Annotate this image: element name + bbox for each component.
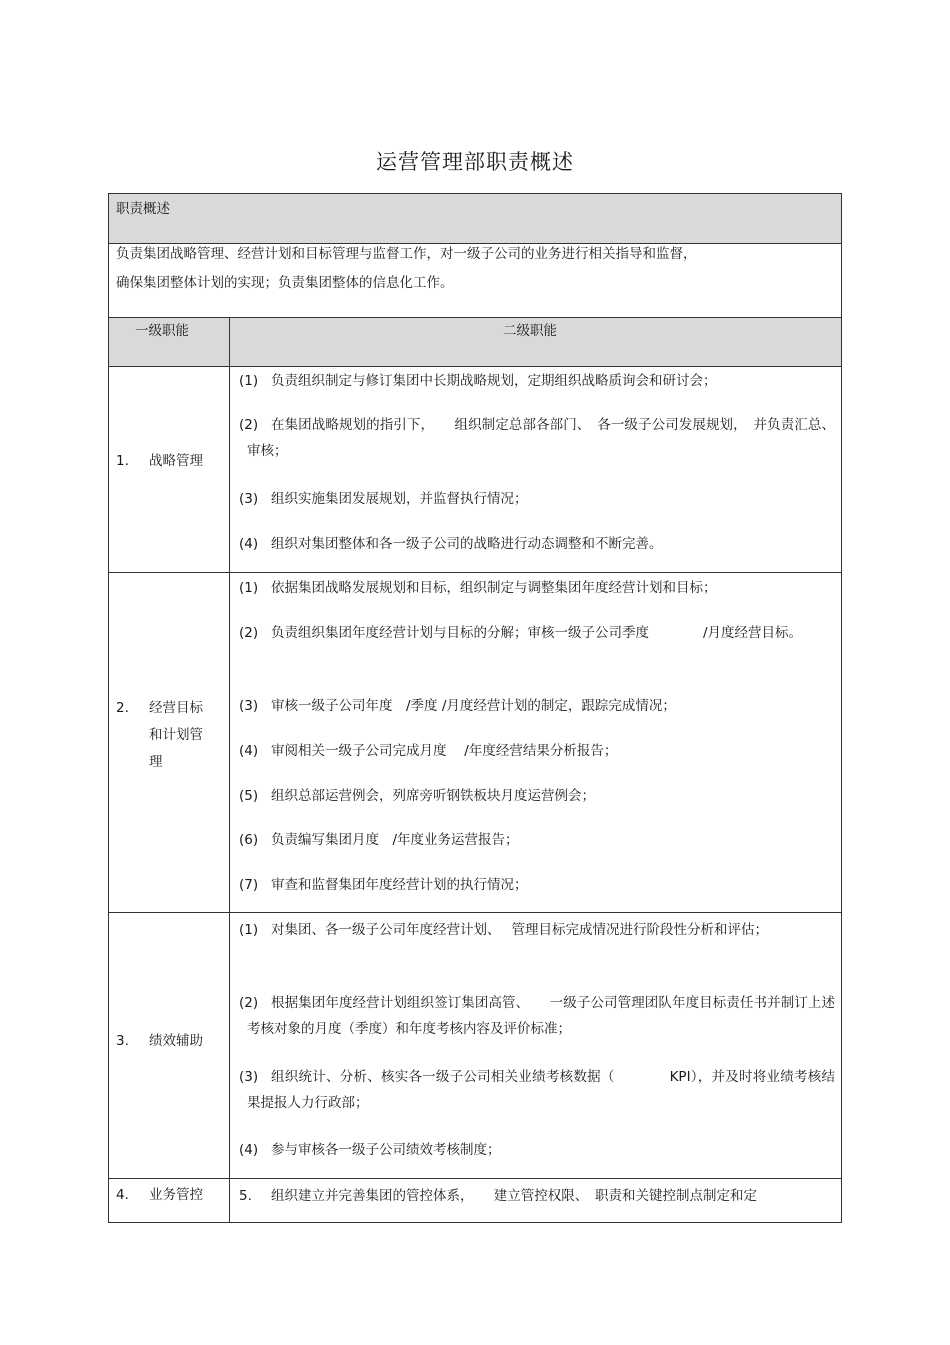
item-marker: (1) <box>239 922 259 938</box>
duty-item <box>239 620 835 646</box>
duty-item <box>239 531 835 557</box>
item-marker: (4) <box>239 743 259 759</box>
item-text: 根据集团年度经营计划组织签订集团高管、 一级子公司管理团队年度目标责任书并制订上述考核对象的月度（季度）和年度考核内容及评价标准； <box>247 995 835 1037</box>
item-text: 组织统计、分析、核实各一级子公司相关业绩考核数据（ KPI），并及时将业绩考核结果提报人力行政部； <box>247 1069 835 1111</box>
item-text: 参与审核各一级子公司绩效考核制度； <box>271 1142 501 1158</box>
function-number: 2. <box>116 700 129 716</box>
duty-item <box>239 368 835 394</box>
item-marker: (2) <box>239 995 259 1011</box>
duty-item <box>239 1137 835 1163</box>
duty-item <box>239 783 835 809</box>
item-marker: (1) <box>239 373 259 389</box>
column-header-level2: 二级职能 <box>503 323 557 339</box>
divider <box>109 912 841 913</box>
item-text: 组织总部运营例会，列席旁听钢铁板块月度运营例会； <box>271 788 595 804</box>
duty-item <box>239 1064 835 1116</box>
overview-line-1: 负责集团战略管理、经营计划和目标管理与监督工作，对一级子公司的业务进行相关指导和监督， <box>116 246 697 262</box>
item-marker: (7) <box>239 877 259 893</box>
overview-header: 职责概述 <box>116 201 170 217</box>
item-marker: (4) <box>239 536 259 552</box>
function-number: 1. <box>116 453 129 469</box>
item-text: 审阅相关一级子公司完成月度 /年度经营结果分析报告； <box>271 743 618 759</box>
duty-item <box>239 693 835 719</box>
function-number: 3. <box>116 1033 129 1049</box>
item-marker: (2) <box>239 417 259 433</box>
duty-item <box>239 827 835 853</box>
item-text: 负责组织集团年度经营计划与目标的分解；审核一级子公司季度 /月度经营目标。 <box>271 625 803 641</box>
item-marker: (6) <box>239 832 259 848</box>
overview-line-2: 确保集团整体计划的实现；负责集团整体的信息化工作。 <box>116 275 454 291</box>
item-text: 在集团战略规划的指引下， 组织制定总部各部门、 各一级子公司发展规划， 并负责汇总、审核； <box>247 417 835 459</box>
item-text: 组织建立并完善集团的管控体系， 建立管控权限、 职责和关键控制点制定和定 <box>271 1188 757 1204</box>
function-name: 经营目标和计划管理 <box>149 700 203 770</box>
function-name: 战略管理 <box>149 453 203 469</box>
item-text: 组织实施集团发展规划，并监督执行情况； <box>271 491 528 507</box>
duty-table <box>108 193 842 1223</box>
overview-header-band <box>109 194 841 243</box>
divider <box>109 572 841 573</box>
duty-item <box>239 1183 835 1209</box>
item-marker: (4) <box>239 1142 259 1158</box>
duty-item <box>239 872 835 898</box>
divider <box>109 366 841 367</box>
item-marker: (3) <box>239 698 259 714</box>
duty-item <box>239 990 835 1042</box>
function-name: 业务管控 <box>149 1187 203 1203</box>
column-divider <box>229 318 230 1223</box>
divider <box>109 1178 841 1179</box>
item-text: 审核一级子公司年度 /季度 /月度经营计划的制定，跟踪完成情况； <box>271 698 676 714</box>
column-header-level1: 一级职能 <box>135 323 189 339</box>
item-marker: (5) <box>239 788 259 804</box>
item-text: 依据集团战略发展规划和目标，组织制定与调整集团年度经营计划和目标； <box>271 580 717 596</box>
duty-item <box>239 486 835 512</box>
item-marker: (2) <box>239 625 259 641</box>
item-marker: (3) <box>239 1069 259 1085</box>
item-text: 审查和监督集团年度经营计划的执行情况； <box>271 877 528 893</box>
page-title: 运营管理部职责概述 <box>376 150 574 174</box>
function-name: 绩效辅助 <box>149 1033 203 1049</box>
item-text: 对集团、各一级子公司年度经营计划、 管理目标完成情况进行阶段性分析和评估； <box>271 922 769 938</box>
item-marker: (3) <box>239 491 259 507</box>
item-marker: (1) <box>239 580 259 596</box>
duty-item <box>239 412 835 464</box>
item-text: 负责组织制定与修订集团中长期战略规划，定期组织战略质询会和研讨会； <box>271 373 717 389</box>
item-text: 负责编写集团月度 /年度业务运营报告； <box>271 832 519 848</box>
item-text: 组织对集团整体和各一级子公司的战略进行动态调整和不断完善。 <box>271 536 663 552</box>
function-number: 4. <box>116 1187 129 1203</box>
duty-item <box>239 575 835 601</box>
duty-item <box>239 917 835 943</box>
item-marker: 5. <box>239 1188 252 1204</box>
duty-item <box>239 738 835 764</box>
column-header-band <box>109 318 841 366</box>
